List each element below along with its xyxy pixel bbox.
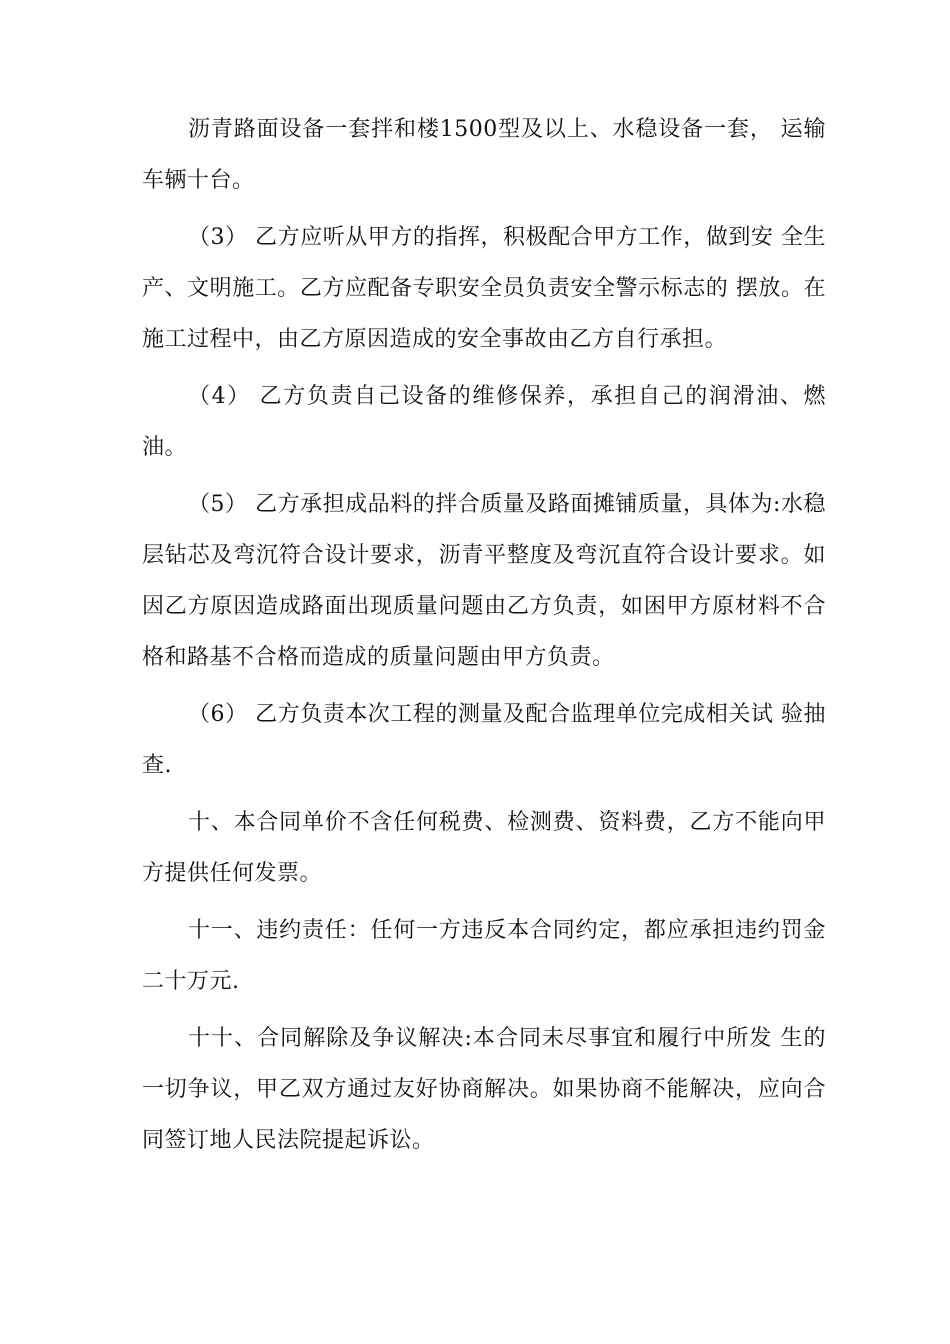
paragraph-article-10: 十、本合同单价不含任何税费、检测费、资料费，乙方不能向甲方提供任何发票。 [142, 810, 826, 886]
paragraph-clause-5: （5） 乙方承担成品料的拌合质量及路面摊铺质量，具体为:水稳层钻芯及弯沉符合设计要求，沥青平整度及弯沉直符合设计要求。如因乙方原因造成路面出现质量问题由乙方负责，如困甲方原材料不合格和路基不合格而造成的质量问题由甲方负责。 [142, 492, 826, 670]
contract-body [142, 104, 826, 1172]
paragraph-article-12: 十十、合同解除及争议解决:本合同未尽事宜和履行中所发 生的一切争议，甲乙双方通过友好协商解决。如果协商不能解决，应向合同签订地人民法院提起诉讼。 [142, 1026, 826, 1153]
paragraph-equipment: 沥青路面设备一套拌和楼1500型及以上、水稳设备一套， 运输车辆十台。 [142, 117, 826, 193]
paragraph-article-11: 十一、违约责任：任何一方违反本合同约定，都应承担违约罚金二十万元. [142, 918, 826, 994]
paragraph-clause-3: （3） 乙方应听从甲方的指挥，积极配合甲方工作，做到安 全生产、文明施工。乙方应配备专职安全员负责安全警示标志的 摆放。在施工过程中，由乙方原因造成的安全事故由乙方自行承担。 [142, 225, 826, 352]
paragraph-clause-6: （6） 乙方负责本次工程的测量及配合监理单位完成相关试 验抽查. [142, 702, 826, 778]
paragraph-clause-4: （4） 乙方负责自己设备的维修保养，承担自己的润滑油、燃油。 [142, 384, 826, 460]
